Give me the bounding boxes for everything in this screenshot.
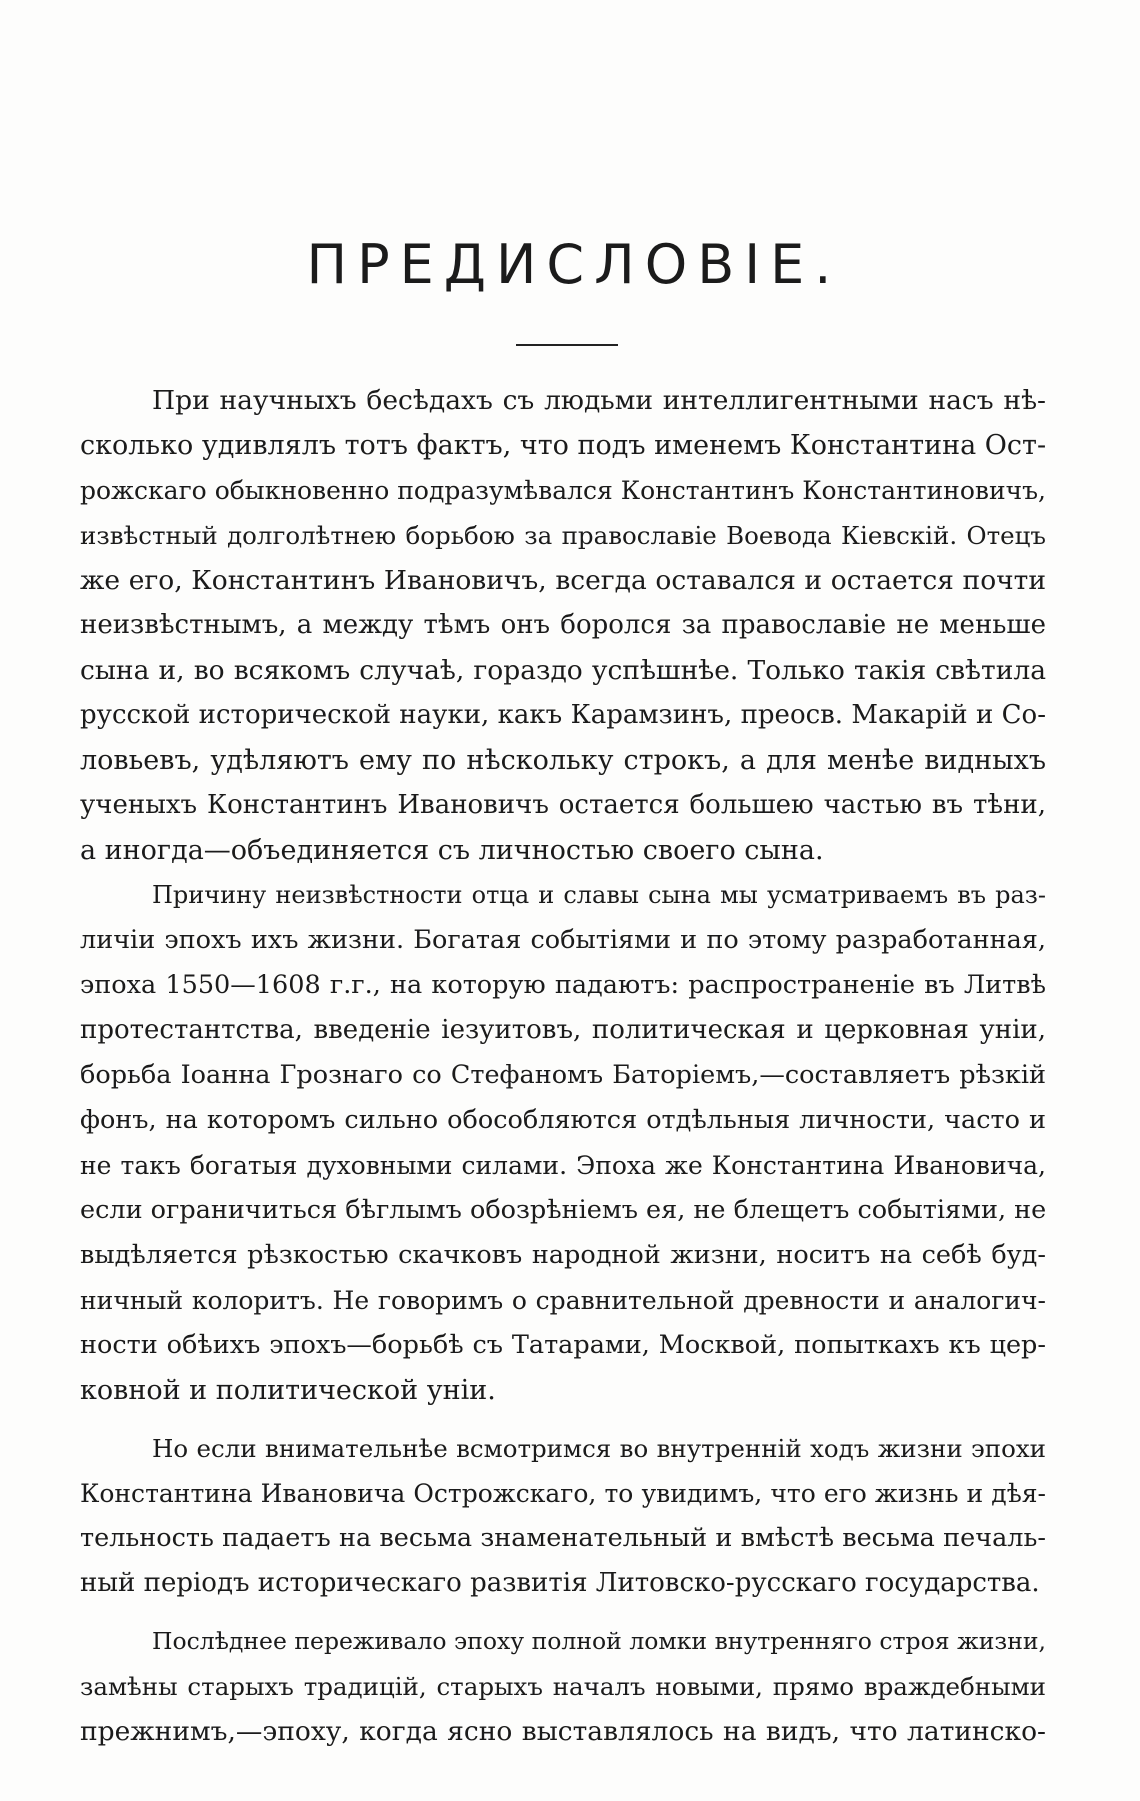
text-line: не такъ богатыя духовными силами. Эпоха же Константина Ивановича, bbox=[80, 1151, 1046, 1180]
body-text bbox=[80, 378, 1046, 1754]
text-line: а иногда—объединяется съ личностью своего сына. bbox=[80, 835, 824, 866]
text-line: ный періодъ историческаго развитія Литовско-русскаго государства. bbox=[80, 1568, 1040, 1598]
text-line: извѣстный долголѣтнею борьбою за православіе Воевода Кіевскій. Отецъ bbox=[80, 521, 1046, 550]
text-line: борьба Іоанна Грознаго со Стефаномъ Баторіемъ,—составляетъ рѣзкій bbox=[80, 1060, 1046, 1090]
page-title: ПРЕДИСЛОВІЕ. bbox=[306, 233, 842, 296]
text-line: же его, Константинъ Ивановичъ, всегда оставался и остается почти bbox=[80, 565, 1046, 596]
text-line: если ограничиться бѣглымъ обозрѣніемъ ея, не блещетъ событіями, не bbox=[80, 1195, 1046, 1225]
text-line: неизвѣстнымъ, а между тѣмъ онъ боролся за православіе не меньше bbox=[80, 610, 1046, 640]
title-divider bbox=[516, 344, 618, 346]
text-line: Константина Ивановича Острожскаго, то увидимъ, что его жизнь и дѣя- bbox=[80, 1479, 1046, 1508]
text-line: прежнимъ,—эпоху, когда ясно выставлялось на видъ, что латинско- bbox=[80, 1716, 1046, 1747]
text-line: сына и, во всякомъ случаѣ, гораздо успѣшнѣе. Только такія свѣтила bbox=[80, 655, 1046, 686]
paragraph bbox=[80, 873, 1046, 1413]
text-line: ничный колоритъ. Не говоримъ о сравнительной древности и аналогич- bbox=[80, 1286, 1046, 1315]
text-line: эпоха 1550—1608 г.г., на которую падаютъ: распространеніе въ Литвѣ bbox=[80, 970, 1046, 1000]
text-line: При научныхъ бесѣдахъ съ людьми интеллигентными насъ нѣ- bbox=[152, 385, 1046, 416]
text-line: сколько удивлялъ тотъ фактъ, что подъ именемъ Константина Ост- bbox=[80, 430, 1046, 461]
text-line: Но если внимательнѣе всмотримся во внутренній ходъ жизни эпохи bbox=[152, 1434, 1046, 1463]
paragraph-spacer bbox=[80, 1413, 1046, 1426]
text-line: ученыхъ Константинъ Ивановичъ остается большею частью въ тѣни, bbox=[80, 790, 1046, 820]
paragraph-spacer bbox=[80, 1606, 1046, 1619]
text-line: рожскаго обыкновенно подразумѣвался Константинъ Константиновичъ, bbox=[80, 476, 1046, 505]
text-line: ковной и политической уніи. bbox=[80, 1375, 496, 1406]
text-line: русской исторической науки, какъ Карамзинъ, преосв. Макарій и Со- bbox=[80, 700, 1046, 730]
text-line: замѣны старыхъ традицій, старыхъ началъ новыми, прямо враждебными bbox=[80, 1672, 1046, 1701]
paragraph bbox=[80, 378, 1046, 873]
text-line: выдѣляется рѣзкостью скачковъ народной жизни, носитъ на себѣ буд- bbox=[80, 1240, 1046, 1270]
paragraph bbox=[80, 1426, 1046, 1606]
text-line: фонъ, на которомъ сильно обособляются отдѣльныя личности, часто и bbox=[80, 1105, 1046, 1135]
text-line: Послѣднее переживало эпоху полной ломки внутренняго строя жизни, bbox=[152, 1627, 1046, 1655]
text-line: личіи эпохъ ихъ жизни. Богатая событіями и по этому разработанная, bbox=[80, 925, 1046, 955]
text-line: протестантства, введеніе іезуитовъ, политическая и церковная уніи, bbox=[80, 1015, 1046, 1045]
paragraph bbox=[80, 1619, 1046, 1754]
text-line: тельность падаетъ на весьма знаменательный и вмѣстѣ весьма печаль- bbox=[80, 1523, 1046, 1553]
text-line: ловьевъ, удѣляютъ ему по нѣскольку строкъ, а для менѣе видныхъ bbox=[80, 745, 1046, 776]
text-line: Причину неизвѣстности отца и славы сына мы усматриваемъ въ раз- bbox=[152, 881, 1046, 909]
text-line: ности обѣихъ эпохъ—борьбѣ съ Татарами, Москвой, попыткахъ къ цер- bbox=[80, 1330, 1046, 1360]
